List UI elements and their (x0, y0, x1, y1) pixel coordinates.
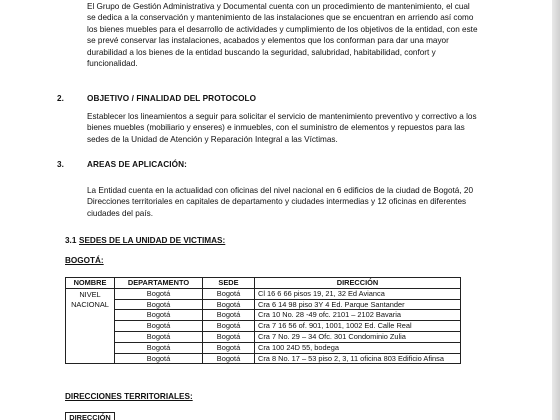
table-header-row (66, 278, 461, 289)
table-header-row (66, 413, 115, 420)
header-direccion: DIRECCIÓN (66, 413, 115, 420)
section-number: 2. (57, 94, 65, 103)
departamento-cell: Bogotá (115, 310, 203, 321)
section-number: 3. (57, 160, 65, 169)
paragraph-line: La Entidad cuenta en la actualidad con oficinas del nivel nacional en 6 edificios de la ciudad de Bogotá, 20 (87, 186, 473, 195)
nombre-cell (66, 288, 115, 364)
bogota-label: BOGOTÁ: (65, 256, 104, 265)
section-number: 3.1 (65, 236, 77, 245)
header-departamento: DEPARTAMENTO (115, 278, 203, 289)
departamento-cell: Bogotá (115, 288, 203, 299)
sedes-table (65, 277, 461, 364)
intro-line: se prevé conservar las instalaciones, acabados y elementos que los conforman para dar una mayor (87, 36, 449, 46)
nombre-line: NIVEL (79, 289, 101, 299)
direcciones-territoriales-label: DIRECCIONES TERRITORIALES: (65, 392, 193, 401)
territoriales-table (65, 412, 115, 420)
table-row (66, 310, 461, 321)
section-title: SEDES DE LA UNIDAD DE VICTIMAS: (79, 236, 226, 245)
direccion-cell: Cra 6 14 98 piso 3Y 4 Ed. Parque Santander (255, 299, 461, 310)
header-direccion: DIRECCIÓN (255, 278, 461, 289)
table-row (66, 331, 461, 342)
sede-cell: Bogotá (203, 310, 255, 321)
departamento-cell: Bogotá (115, 353, 203, 364)
intro-line: durabilidad a los bienes de la entidad buscando la seguridad, salubridad, habitabilidad, confort y (87, 47, 436, 57)
departamento-cell: Bogotá (115, 331, 203, 342)
sede-cell: Bogotá (203, 342, 255, 353)
paragraph-line: bienes muebles (mobiliario y enseres) e inmuebles, con el suministro de elementos y repuestos para las (87, 123, 465, 133)
direccion-cell: Cra 10 No. 28 -49 ofc. 2101 – 2102 Bavaria (255, 310, 461, 321)
intro-line: los bienes muebles para el desarrollo de actividades y cumplimiento de los objetivos de la entidad, con este (87, 24, 478, 34)
intro-line: El Grupo de Gestión Administrativa y Documental cuenta con un procedimiento de mantenimiento, el cual (87, 2, 470, 11)
table-row (66, 353, 461, 364)
section-3-paragraph (87, 185, 495, 219)
section-3-1-heading (65, 235, 225, 246)
table-row (66, 299, 461, 310)
departamento-cell: Bogotá (115, 299, 203, 310)
page-edge-shadow (552, 0, 560, 420)
section-title: AREAS DE APLICACIÓN: (87, 160, 187, 169)
section-2-heading (57, 93, 256, 104)
nombre-line: NACIONAL (71, 299, 109, 309)
section-3-heading (57, 159, 187, 170)
departamento-cell: Bogotá (115, 321, 203, 332)
sede-cell: Bogotá (203, 299, 255, 310)
sede-cell: Bogotá (203, 288, 255, 299)
direccion-cell: Cl 16 6 66 pisos 19, 21, 32 Ed Avianca (255, 288, 461, 299)
table-row (66, 321, 461, 332)
direccion-cell: Cra 7 No. 29 – 34 Ofc. 301 Condominio Zulia (255, 331, 461, 342)
direccion-cell: Cra 100 24D 55, bodega (255, 342, 461, 353)
direccion-cell: Cra 8 No. 17 – 53 piso 2, 3, 11 oficina 803 Edificio Afinsa (255, 353, 461, 364)
intro-line: funcionalidad. (87, 59, 138, 69)
intro-paragraph (87, 1, 495, 69)
table-row (66, 342, 461, 353)
header-sede: SEDE (203, 278, 255, 289)
paragraph-line: Direcciones territoriales en capitales de departamento y ciudades intermedias y 12 oficinas en diferentes (87, 197, 467, 207)
table-row (66, 288, 461, 299)
departamento-cell: Bogotá (115, 342, 203, 353)
header-nombre: NOMBRE (66, 278, 115, 289)
section-title: OBJETIVO / FINALIDAD DEL PROTOCOLO (87, 94, 257, 103)
intro-line: se dedica a la conservación y mantenimiento de las instalaciones que se encuentran en arriendo así como (87, 13, 474, 23)
sede-cell: Bogotá (203, 321, 255, 332)
paragraph-line: sedes de la Unidad de Atención y Reparación Integral a las Víctimas. (87, 134, 338, 144)
sede-cell: Bogotá (203, 331, 255, 342)
direccion-cell: Cra 7 16 56 of. 901, 1001, 1002 Ed. Calle Real (255, 321, 461, 332)
paragraph-line: ciudades del país. (87, 208, 153, 218)
sede-cell: Bogotá (203, 353, 255, 364)
section-2-paragraph (87, 111, 495, 145)
paragraph-line: Establecer los lineamientos a seguir para solicitar el servicio de mantenimiento preventivo y correctivo a los (87, 112, 477, 121)
